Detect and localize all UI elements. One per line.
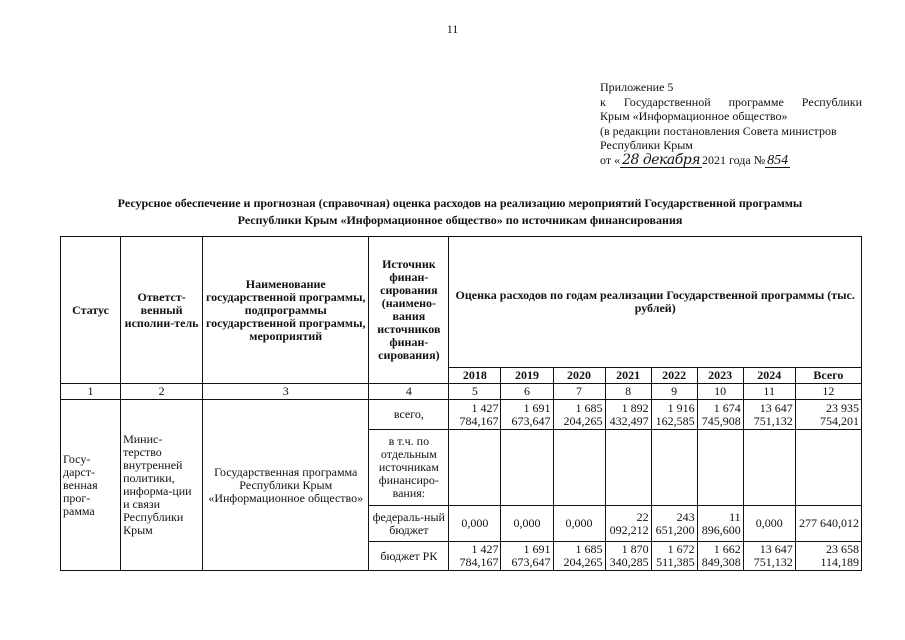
column-number: 10 [697,384,743,400]
value-cell: 1 674 745,908 [697,400,743,430]
value-cell: 1 427 784,167 [449,400,501,430]
column-number: 7 [553,384,605,400]
handwritten-doc-number: 854 [767,152,789,168]
value-cell [795,430,861,506]
column-number: 6 [501,384,553,400]
column-number: 4 [369,384,449,400]
page-number: 11 [446,22,459,36]
appendix-line-3: Крым «Информационное общество» [600,109,788,123]
value-cell: 11 896,600 [697,506,743,542]
header-year-2020: 2020 [553,368,605,384]
value-cell [553,430,605,506]
appendix-date-line [600,153,862,168]
header-estimate: Оценка расходов по годам реализации Государственной программы (тыс. рублей) [449,237,862,368]
title-line-2: Республики Крым «Информационное общество» по источникам финансирования [237,213,683,227]
value-cell: 1 685 204,265 [553,400,605,430]
source-cell: федераль-ный бюджет [369,506,449,542]
value-cell [605,430,651,506]
resources-table [60,236,862,571]
value-cell [449,430,501,506]
appendix-block [600,80,862,168]
value-cell: 22 092,212 [605,506,651,542]
value-cell: 1 662 849,308 [697,542,743,571]
value-cell: 1 870 340,285 [605,542,651,571]
title-line-1: Ресурсное обеспечение и прогнозная (справочная) оценка расходов на реализацию мероприятий Государственной программы [117,196,803,210]
header-year-2022: 2022 [651,368,697,384]
header-year-2019: 2019 [501,368,553,384]
value-cell: 1 672 511,385 [651,542,697,571]
value-cell [697,430,743,506]
value-cell: 1 916 162,585 [651,400,697,430]
value-cell: 0,000 [501,506,553,542]
value-cell: 1 685 204,265 [553,542,605,571]
value-cell: 0,000 [553,506,605,542]
value-cell: 0,000 [743,506,795,542]
header-year-2023: 2023 [697,368,743,384]
value-cell: 277 640,012 [795,506,861,542]
header-row [61,237,862,368]
appendix-line-1: Приложение 5 [600,80,674,94]
value-cell: 13 647 751,132 [743,400,795,430]
value-cell: 243 651,200 [651,506,697,542]
appendix-line-4: (в редакции постановления Совета министров [600,123,837,138]
column-number: 3 [203,384,369,400]
column-number: 9 [651,384,697,400]
header-year-2018: 2018 [449,368,501,384]
date-prefix: от « [600,152,621,167]
source-cell: бюджет РК [369,542,449,571]
value-cell [501,430,553,506]
value-cell: 23 935 754,201 [795,400,861,430]
value-cell: 0,000 [449,506,501,542]
header-status: Статус [61,237,121,384]
column-number: 2 [121,384,203,400]
appendix-line-5: Республики Крым [600,138,693,152]
column-number: 8 [605,384,651,400]
column-number: 1 [61,384,121,400]
value-cell: 1 691 673,647 [501,400,553,430]
value-cell: 13 647 751,132 [743,542,795,571]
value-cell [651,430,697,506]
appendix-line-2: к Государственной программе Республики [600,94,862,109]
header-executor: Ответст-венный исполни-тель [121,237,203,384]
column-number: 12 [795,384,861,400]
header-source: Источник финан-сирования (наимено-вания источников финан-сирования) [369,237,449,384]
value-cell: 23 658 114,189 [795,542,861,571]
executor-cell: Минис-терство внутренней политики, информа-ции и связи Республики Крым [121,400,203,571]
value-cell: 1 892 432,497 [605,400,651,430]
column-numbers-row [61,384,862,400]
column-number: 5 [449,384,501,400]
table-row-total [61,400,862,430]
column-number: 11 [743,384,795,400]
program-name-cell: Государственная программа Республики Крым «Информационное общество» [203,400,369,571]
header-name: Наименование государственной программы, подпрограммы государственной программы, мероприятий [203,237,369,384]
date-suffix: 2021 года № [702,152,766,167]
source-cell: в т.ч. по отдельным источникам финансиро-вания: [369,430,449,506]
value-cell: 1 691 673,647 [501,542,553,571]
value-cell [743,430,795,506]
header-year-2024: 2024 [743,368,795,384]
header-year-2021: 2021 [605,368,651,384]
document-title [60,195,860,229]
handwritten-date: 28 декабря [622,151,700,168]
status-cell: Госу-дарст-венная прог-рамма [61,400,121,571]
source-cell: всего, [369,400,449,430]
header-total: Всего [795,368,861,384]
value-cell: 1 427 784,167 [449,542,501,571]
